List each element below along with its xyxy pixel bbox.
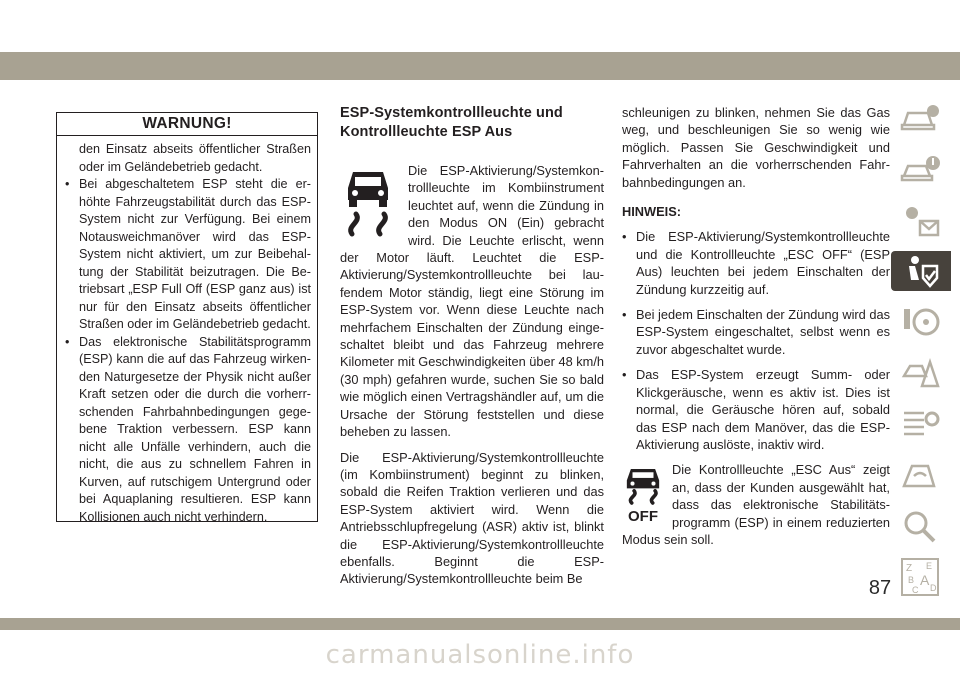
steering-icon[interactable] [895, 302, 945, 342]
svg-text:C: C [912, 585, 919, 595]
hint-bullet: • Das ESP-System erzeugt Summ- oder Klickgeräusche, wenn es aktiv ist. Dies ist normal, die Geräusche hören auf, sobald das ESP nach dem Manöver, das die ESP-Aktivierung auslöste, inaktiv wird. [622, 367, 890, 452]
seat-safety-icon[interactable] [891, 251, 951, 291]
chapter-tabs [895, 98, 945, 608]
esp-off-icon [622, 467, 664, 523]
warning-title: WARNUNG! [57, 113, 317, 136]
top-band [0, 0, 960, 52]
search-icon[interactable] [895, 506, 945, 546]
esp-section-cont [622, 104, 890, 556]
svg-text:B: B [908, 575, 915, 585]
svg-text:Z: Z [906, 563, 913, 574]
paragraph: schleunigen zu blinken, nehmen Sie das Gas weg, und beschleunigen Sie so wenig wie möglich. Passen Sie Geschwindigkeit und Fahrverhalten an die vorherrschenden Fahrbahnbedingungen an. [622, 105, 890, 190]
car-warning-icon[interactable] [895, 149, 945, 189]
warning-bullet: • Das elektronische Stabilitätsprogramm (ESP) kann die auf das Fahrzeug wirkenden Naturgesetze der Physik nicht außer Kraft setzen oder die durch die vorherrschenden Fahrbahnbedingungen gegebene Traktion verbessern. ESP kann nicht alle Unfälle verhindern, auch die nicht, die aus zu schnellem Fahren in Kurven, auf rutschigem Untergrund oder bei Aquaplaning resultieren. ESP kann Kollisionen auch nicht verhindern. [65, 334, 311, 524]
indicators-icon[interactable] [895, 200, 945, 240]
service-icon[interactable] [895, 404, 945, 444]
header-bar [0, 52, 960, 80]
paragraph: Die ESP-Aktivierung/Systemkontrollleuchte im Kombiinstrument leuchtet auf, wenn die Zündung in den Modus ON (Ein) gebracht wird. Die Leuchte erlischt, wenn der Motor läuft. Leuchtet die ESP-Aktivierung/Systemkontrollleuchte bei laufendem Motor ständig, liegt eine Störung im ESP-System vor. Wenn diese Leuchte nach mehrfachem Einschalten der Zündung eingeschaltet bleibt und das Fahrzeug mehrere Kilometer mit Geschwindigkeiten über 48 km/h (30 mph) gefahren wurde, suchen Sie so bald wie möglich einen Vertragshändler auf, um die Ursache der Störung feststellen und diese beheben zu lassen. [340, 163, 604, 440]
paragraph: OFF Die Kontrollleuchte „ESC Aus“ zeigt an, dass der Kunden ausgewählt hat, dass das elektronische Stabilitätsprogramm (ESP) in einem reduzierten Modus sein soll. [622, 462, 890, 547]
page-number: 87 [868, 577, 892, 599]
section-heading: ESP-Systemkontrollleuchte und Kontrollleuchte ESP Aus [340, 105, 563, 140]
warning-continuation: den Einsatz abseits öffentlicher Straßen oder im Geländebetrieb gedacht. [79, 142, 311, 174]
off-label: OFF [628, 507, 658, 525]
hint-label: HINWEIS: [622, 204, 682, 220]
svg-text:E: E [926, 561, 933, 571]
svg-text:A: A [920, 572, 930, 588]
car-info-icon[interactable] [895, 98, 945, 138]
hint-bullet: • Die ESP-Aktivierung/Systemkontrollleuchte und die Kontrollleuchte „ESC OFF“ (ESP Aus) leuchten bei jedem Einschalten der Zündung kurzzeitig auf. [622, 229, 890, 297]
watermark: carmanualsonline.info [325, 640, 635, 670]
warning-bullet: • Bei abgeschaltetem ESP steht die erhöhte Fahrzeugstabilität durch das ESP-System nicht zur Verfügung. Bei einem Notausweichmanöver wird das ESP-System nicht aktiviert, um zur Beibehaltung der Stabilität beizutragen. Die Betriebsart „ESP Full Off (ESP ganz aus) ist nur für den Einsatz abseits öffentlicher Straßen oder im Geländebetrieb gedacht. [65, 177, 311, 331]
esp-skid-icon [342, 166, 394, 238]
footer-bar [0, 618, 960, 630]
index-icon[interactable] [895, 557, 945, 597]
warning-box [56, 112, 318, 522]
svg-text:D: D [930, 583, 937, 593]
multimedia-icon[interactable] [895, 455, 945, 495]
paragraph: Die ESP-Aktivierung/Systemkontrollleuchte (im Kombiinstrument) beginnt zu blinken, sobald die Reifen Traktion verlieren und das ESP-System aktiviert wird. Wenn die Antriebsschlupfregelung (ASR) aktiv ist, blinkt die ESP-Aktivierung/Systemkontrollleuchte ebenfalls. Beginnt die ESP-Aktivierung/Systemkontrollleuchte beim Be [340, 449, 604, 587]
hint-bullet: • Bei jedem Einschalten der Zündung wird das ESP-System eingeschaltet, selbst wenn es zuvor abgeschaltet wurde. [622, 307, 890, 357]
warning-triangle-icon[interactable] [895, 353, 945, 393]
esp-section [340, 104, 604, 596]
esp-off-skid-icon [622, 467, 664, 505]
